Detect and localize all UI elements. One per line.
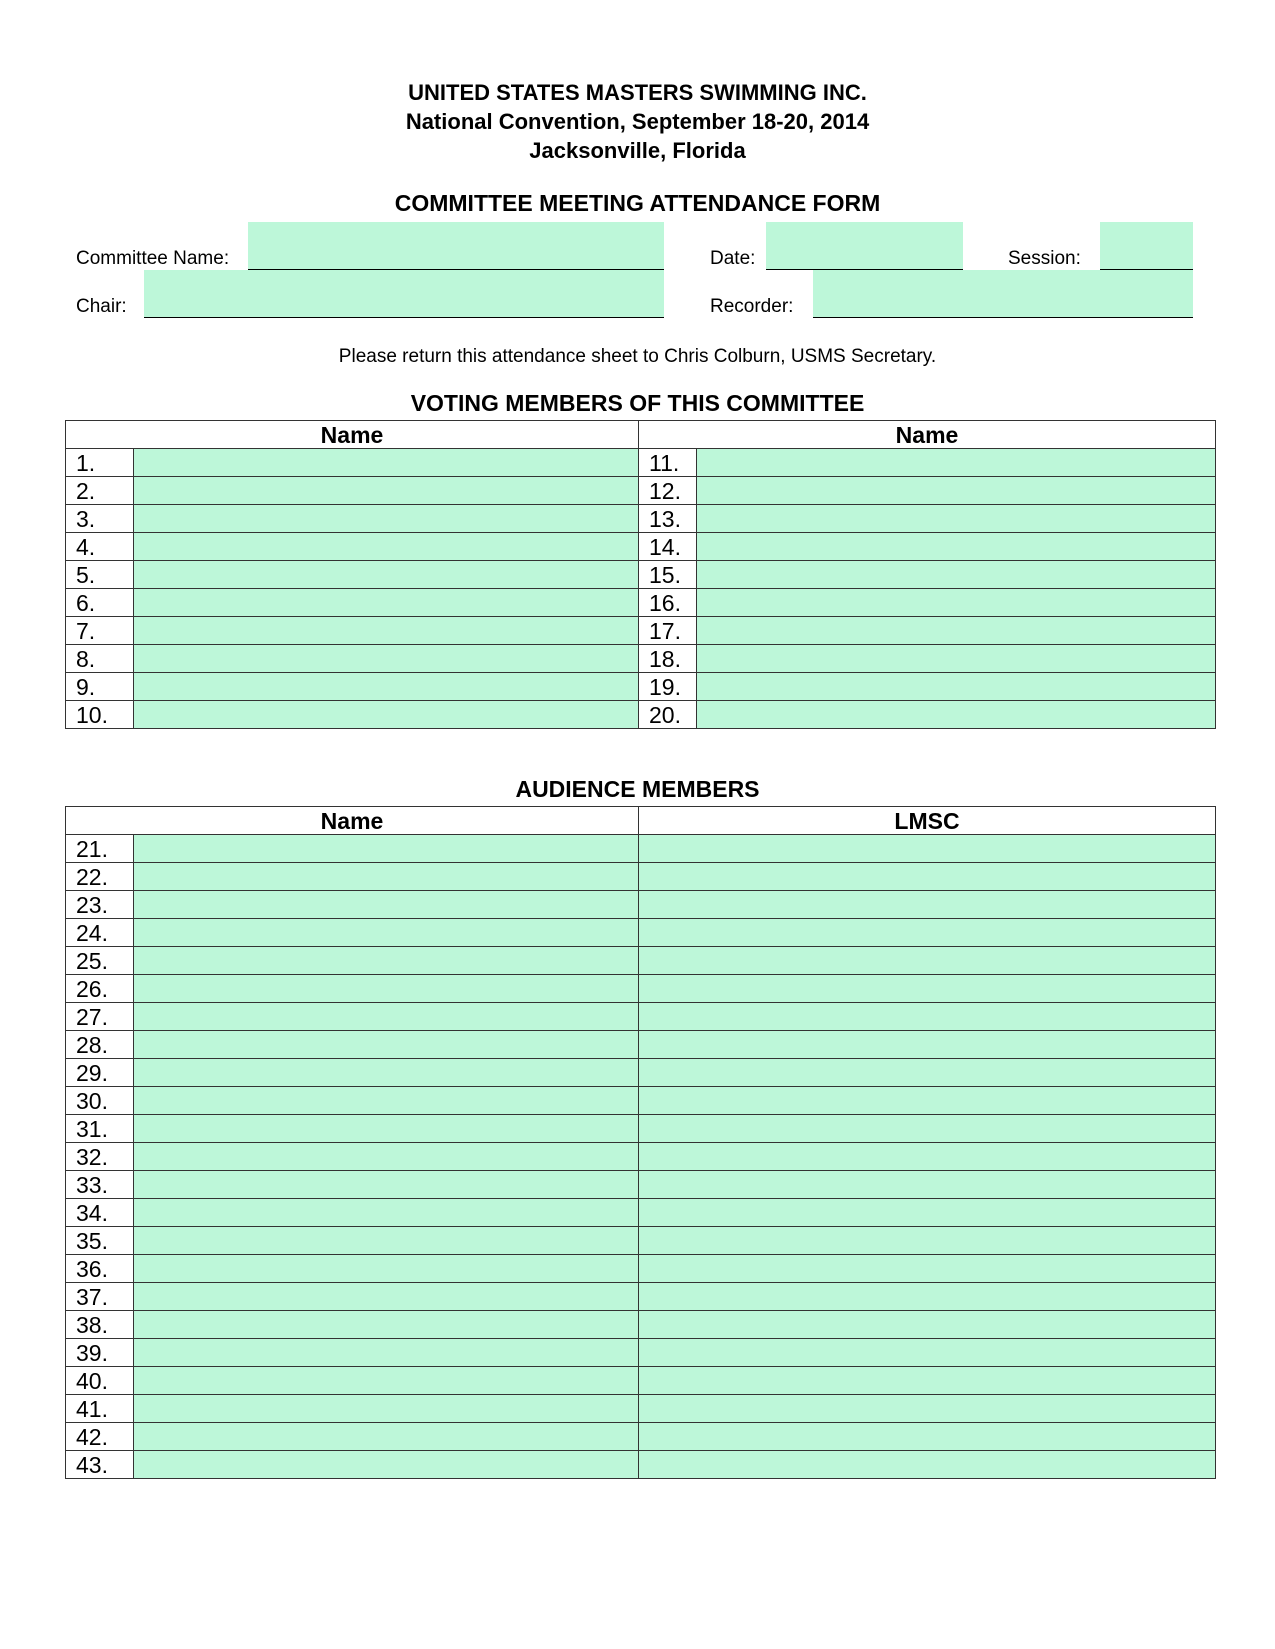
voting-name-cell [134, 561, 639, 589]
row-number: 12. [639, 477, 697, 505]
voting-name-input[interactable] [135, 674, 637, 699]
row-number: 23. [66, 891, 134, 919]
table-row [66, 617, 1216, 645]
audience-name-cell [134, 1143, 639, 1171]
recorder-field[interactable] [813, 270, 1193, 318]
table-row [66, 1199, 1216, 1227]
row-number: 15. [639, 561, 697, 589]
row-number: 11. [639, 449, 697, 477]
audience-name-cell [134, 1003, 639, 1031]
row-number: 33. [66, 1171, 134, 1199]
audience-lmsc-cell [639, 1367, 1216, 1395]
voting-name-cell [134, 589, 639, 617]
voting-name-cell [134, 673, 639, 701]
voting-name-input[interactable] [135, 618, 637, 643]
row-number: 17. [639, 617, 697, 645]
audience-lmsc-cell [639, 1115, 1216, 1143]
table-row [66, 1395, 1216, 1423]
session-label: Session: [1008, 248, 1081, 269]
row-number: 16. [639, 589, 697, 617]
row-number: 35. [66, 1227, 134, 1255]
voting-name-input[interactable] [135, 534, 637, 559]
session-field[interactable] [1100, 222, 1193, 270]
convention-location: Jacksonville, Florida [529, 138, 746, 163]
audience-name-input[interactable] [135, 920, 637, 945]
audience-lmsc-input[interactable] [640, 948, 1214, 973]
form-title: COMMITTEE MEETING ATTENDANCE FORM [394, 190, 881, 216]
voting-name-cell [134, 617, 639, 645]
row-number: 37. [66, 1283, 134, 1311]
table-row [66, 975, 1216, 1003]
voting-name-input[interactable] [698, 646, 1214, 671]
audience-name-input[interactable] [135, 1200, 637, 1225]
audience-lmsc-input[interactable] [640, 1312, 1214, 1337]
table-row [66, 673, 1216, 701]
audience-lmsc-input[interactable] [640, 1284, 1214, 1309]
audience-lmsc-input[interactable] [640, 920, 1214, 945]
audience-lmsc-cell [639, 1059, 1216, 1087]
row-number: 41. [66, 1395, 134, 1423]
audience-lmsc-cell [639, 1283, 1216, 1311]
table-row [66, 561, 1216, 589]
audience-name-cell [134, 1395, 639, 1423]
voting-name-cell [134, 477, 639, 505]
audience-members-table [65, 806, 1216, 1479]
audience-lmsc-input[interactable] [640, 1172, 1214, 1197]
audience-lmsc-cell [639, 1451, 1216, 1479]
table-row [66, 477, 1216, 505]
audience-name-cell [134, 1451, 639, 1479]
audience-name-input[interactable] [135, 1256, 637, 1281]
voting-name-cell [134, 533, 639, 561]
audience-name-cell [134, 1339, 639, 1367]
row-number: 9. [66, 673, 134, 701]
audience-lmsc-cell [639, 1311, 1216, 1339]
table-row [66, 701, 1216, 729]
audience-name-input[interactable] [135, 1368, 637, 1393]
audience-lmsc-cell [639, 919, 1216, 947]
voting-name-input[interactable] [698, 674, 1214, 699]
audience-name-input[interactable] [135, 1340, 637, 1365]
voting-name-cell [134, 645, 639, 673]
audience-name-input[interactable] [135, 1032, 637, 1057]
audience-lmsc-cell [639, 1171, 1216, 1199]
audience-lmsc-cell [639, 1143, 1216, 1171]
chair-label: Chair: [76, 296, 127, 317]
audience-lmsc-cell [639, 1255, 1216, 1283]
chair-field[interactable] [144, 270, 664, 318]
audience-name-input[interactable] [135, 1088, 637, 1113]
committee-name-label: Committee Name: [76, 248, 230, 269]
audience-lmsc-input[interactable] [640, 1256, 1214, 1281]
row-number: 2. [66, 477, 134, 505]
audience-lmsc-input[interactable] [640, 1340, 1214, 1365]
audience-lmsc-input[interactable] [640, 1004, 1214, 1029]
voting-name-input[interactable] [135, 590, 637, 615]
voting-name-cell [134, 449, 639, 477]
row-number: 26. [66, 975, 134, 1003]
audience-name-input[interactable] [135, 836, 637, 861]
voting-name-input[interactable] [698, 562, 1214, 587]
voting-name-cell [134, 701, 639, 729]
row-number: 43. [66, 1451, 134, 1479]
audience-name-input[interactable] [135, 1312, 637, 1337]
voting-name-cell [697, 589, 1216, 617]
row-number: 40. [66, 1367, 134, 1395]
voting-name-input[interactable] [135, 478, 637, 503]
voting-name-cell [697, 533, 1216, 561]
row-number: 30. [66, 1087, 134, 1115]
return-instructions: Please return this attendance sheet to Chris Colburn, USMS Secretary. [338, 346, 937, 367]
recorder-label: Recorder: [710, 296, 794, 317]
audience-name-cell [134, 975, 639, 1003]
audience-name-cell [134, 1087, 639, 1115]
table-row [66, 449, 1216, 477]
date-field[interactable] [766, 222, 963, 270]
voting-name-cell [697, 561, 1216, 589]
audience-lmsc-input[interactable] [640, 836, 1214, 861]
table-row [66, 1283, 1216, 1311]
audience-lmsc-input[interactable] [640, 1424, 1214, 1449]
audience-name-input[interactable] [135, 1004, 637, 1029]
audience-lmsc-input[interactable] [640, 892, 1214, 917]
table-row [66, 1367, 1216, 1395]
voting-name-header-right: Name [639, 421, 1216, 449]
table-row [66, 1059, 1216, 1087]
table-row [66, 1255, 1216, 1283]
audience-name-cell [134, 835, 639, 863]
voting-name-input[interactable] [135, 506, 637, 531]
row-number: 4. [66, 533, 134, 561]
voting-name-cell [697, 673, 1216, 701]
audience-section-title: AUDIENCE MEMBERS [515, 776, 760, 802]
audience-name-cell [134, 1423, 639, 1451]
voting-members-table [65, 420, 1216, 729]
audience-lmsc-input[interactable] [640, 1116, 1214, 1141]
row-number: 7. [66, 617, 134, 645]
row-number: 24. [66, 919, 134, 947]
date-label: Date: [710, 248, 756, 269]
audience-lmsc-input[interactable] [640, 1088, 1214, 1113]
audience-lmsc-input[interactable] [640, 1452, 1214, 1477]
row-number: 6. [66, 589, 134, 617]
row-number: 1. [66, 449, 134, 477]
table-row [66, 589, 1216, 617]
audience-name-input[interactable] [135, 1144, 637, 1169]
audience-name-cell [134, 1199, 639, 1227]
audience-lmsc-cell [639, 1227, 1216, 1255]
row-number: 20. [639, 701, 697, 729]
table-row [66, 1003, 1216, 1031]
row-number: 31. [66, 1115, 134, 1143]
audience-name-input[interactable] [135, 1172, 637, 1197]
row-number: 42. [66, 1423, 134, 1451]
voting-name-input[interactable] [698, 506, 1214, 531]
row-number: 5. [66, 561, 134, 589]
audience-lmsc-input[interactable] [640, 1144, 1214, 1169]
table-row [66, 1171, 1216, 1199]
row-number: 18. [639, 645, 697, 673]
audience-name-cell [134, 1171, 639, 1199]
audience-name-cell [134, 863, 639, 891]
audience-name-cell [134, 1227, 639, 1255]
audience-lmsc-input[interactable] [640, 1228, 1214, 1253]
audience-lmsc-cell [639, 1395, 1216, 1423]
table-row [66, 1031, 1216, 1059]
voting-name-cell [697, 645, 1216, 673]
audience-lmsc-cell [639, 863, 1216, 891]
voting-name-header-left: Name [66, 421, 639, 449]
voting-name-input[interactable] [698, 702, 1214, 727]
voting-name-input[interactable] [698, 478, 1214, 503]
audience-lmsc-cell [639, 891, 1216, 919]
voting-name-cell [697, 701, 1216, 729]
audience-name-cell [134, 891, 639, 919]
audience-name-cell [134, 1059, 639, 1087]
voting-name-cell [134, 505, 639, 533]
convention-title: National Convention, September 18-20, 2014 [405, 109, 870, 134]
table-row [66, 1451, 1216, 1479]
audience-name-cell [134, 1031, 639, 1059]
audience-name-input[interactable] [135, 864, 637, 889]
audience-lmsc-cell [639, 1199, 1216, 1227]
document-header [0, 78, 1275, 165]
table-row [66, 1227, 1216, 1255]
audience-lmsc-cell [639, 1423, 1216, 1451]
table-row [66, 863, 1216, 891]
row-number: 29. [66, 1059, 134, 1087]
audience-name-input[interactable] [135, 1060, 637, 1085]
voting-name-input[interactable] [698, 618, 1214, 643]
table-row [66, 1311, 1216, 1339]
row-number: 22. [66, 863, 134, 891]
row-number: 3. [66, 505, 134, 533]
row-number: 19. [639, 673, 697, 701]
table-row [66, 533, 1216, 561]
row-number: 25. [66, 947, 134, 975]
audience-lmsc-cell [639, 975, 1216, 1003]
row-number: 34. [66, 1199, 134, 1227]
voting-name-input[interactable] [135, 702, 637, 727]
audience-name-input[interactable] [135, 1284, 637, 1309]
row-number: 27. [66, 1003, 134, 1031]
voting-name-cell [697, 617, 1216, 645]
row-number: 36. [66, 1255, 134, 1283]
table-row [66, 835, 1216, 863]
audience-name-input[interactable] [135, 1396, 637, 1421]
audience-lmsc-input[interactable] [640, 976, 1214, 1001]
table-row [66, 1087, 1216, 1115]
table-row [66, 1423, 1216, 1451]
voting-name-cell [697, 505, 1216, 533]
audience-lmsc-input[interactable] [640, 864, 1214, 889]
audience-lmsc-input[interactable] [640, 1060, 1214, 1085]
audience-name-input[interactable] [135, 976, 637, 1001]
table-row [66, 947, 1216, 975]
voting-name-input[interactable] [135, 450, 637, 475]
audience-lmsc-cell [639, 1339, 1216, 1367]
audience-name-input[interactable] [135, 1116, 637, 1141]
table-row [66, 645, 1216, 673]
audience-name-cell [134, 1255, 639, 1283]
row-number: 8. [66, 645, 134, 673]
voting-name-input[interactable] [698, 450, 1214, 475]
audience-lmsc-cell [639, 835, 1216, 863]
audience-lmsc-cell [639, 947, 1216, 975]
table-row [66, 1339, 1216, 1367]
row-number: 10. [66, 701, 134, 729]
table-row [66, 1115, 1216, 1143]
audience-lmsc-cell [639, 1087, 1216, 1115]
audience-name-input[interactable] [135, 1228, 637, 1253]
voting-name-input[interactable] [698, 534, 1214, 559]
audience-lmsc-cell [639, 1003, 1216, 1031]
row-number: 28. [66, 1031, 134, 1059]
audience-lmsc-input[interactable] [640, 1200, 1214, 1225]
row-number: 39. [66, 1339, 134, 1367]
row-number: 38. [66, 1311, 134, 1339]
audience-name-header: Name [66, 807, 639, 835]
voting-name-input[interactable] [135, 562, 637, 587]
audience-name-input[interactable] [135, 892, 637, 917]
audience-name-cell [134, 1367, 639, 1395]
audience-lmsc-input[interactable] [640, 1032, 1214, 1057]
audience-name-input[interactable] [135, 1424, 637, 1449]
audience-name-cell [134, 947, 639, 975]
audience-lmsc-header: LMSC [639, 807, 1216, 835]
table-row [66, 891, 1216, 919]
audience-name-cell [134, 1115, 639, 1143]
row-number: 21. [66, 835, 134, 863]
table-row [66, 505, 1216, 533]
table-row [66, 1143, 1216, 1171]
table-row [66, 919, 1216, 947]
audience-lmsc-input[interactable] [640, 1396, 1214, 1421]
voting-name-input[interactable] [698, 590, 1214, 615]
org-title: UNITED STATES MASTERS SWIMMING INC. [408, 80, 867, 105]
row-number: 13. [639, 505, 697, 533]
row-number: 32. [66, 1143, 134, 1171]
audience-name-input[interactable] [135, 948, 637, 973]
audience-lmsc-cell [639, 1031, 1216, 1059]
audience-name-cell [134, 919, 639, 947]
row-number: 14. [639, 533, 697, 561]
voting-name-cell [697, 477, 1216, 505]
audience-lmsc-input[interactable] [640, 1368, 1214, 1393]
voting-section-title: VOTING MEMBERS OF THIS COMMITTEE [410, 390, 865, 416]
committee-name-field[interactable] [248, 222, 664, 270]
audience-name-cell [134, 1283, 639, 1311]
audience-name-input[interactable] [135, 1452, 637, 1477]
audience-name-cell [134, 1311, 639, 1339]
voting-name-cell [697, 449, 1216, 477]
voting-name-input[interactable] [135, 646, 637, 671]
